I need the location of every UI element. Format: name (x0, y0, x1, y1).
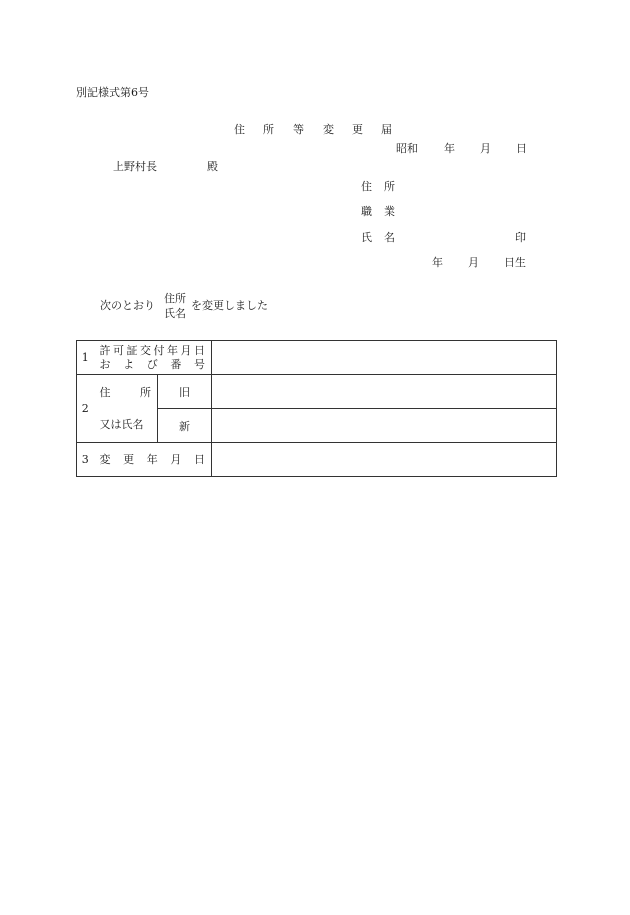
title-char: 更 (352, 123, 363, 136)
date-year: 年 (444, 142, 455, 155)
permit-date-line1: 許 可 証 交 付 年 月 日 (99, 343, 205, 357)
title-char: 届 (381, 123, 392, 136)
change-date-label: 変 更 年 月 日 (94, 443, 212, 477)
table-row (77, 341, 557, 375)
statement-prefix: 次のとおり (100, 299, 155, 312)
permit-date-line2: お よ び 番 号 (99, 357, 205, 371)
occupation-label-char: 業 (384, 205, 395, 218)
table-row (77, 443, 557, 477)
statement-option-address: 住所 (164, 292, 186, 305)
addressee-honorific: 殿 (207, 160, 218, 173)
table-row (77, 375, 557, 409)
seal-mark: 印 (515, 231, 526, 244)
birth-month: 月 (468, 256, 479, 269)
title-char: 住 (234, 123, 245, 136)
form-number: 別記様式第6号 (76, 86, 149, 99)
row-number: 3 (77, 443, 94, 477)
title-char: 所 (263, 123, 274, 136)
occupation-label-char: 職 (361, 205, 372, 218)
statement-option-name: 氏名 (164, 307, 186, 320)
title-char: 等 (293, 123, 304, 136)
address-label-char: 住 (361, 180, 372, 193)
statement-suffix: を変更しました (191, 299, 268, 312)
address-name-label-bottom: 又は氏名 (99, 417, 144, 431)
row-number: 2 (77, 375, 94, 443)
name-label-char: 名 (384, 231, 395, 244)
old-label: 旧 (158, 375, 212, 409)
birth-year: 年 (432, 256, 443, 269)
address-name-label (94, 375, 158, 443)
form-table (76, 340, 557, 477)
name-label-char: 氏 (361, 231, 372, 244)
old-value[interactable] (212, 375, 557, 409)
new-label: 新 (158, 409, 212, 443)
address-name-label-top: 住 所 (99, 385, 151, 399)
permit-date-value[interactable] (212, 341, 557, 375)
date-era: 昭和 (396, 142, 418, 155)
new-value[interactable] (212, 409, 557, 443)
birth-day: 日生 (504, 256, 526, 269)
change-date-value[interactable] (212, 443, 557, 477)
row-number: 1 (77, 341, 94, 375)
addressee-name: 上野村長 (113, 160, 157, 173)
title-char: 変 (323, 123, 334, 136)
address-label-char: 所 (384, 180, 395, 193)
date-day: 日 (516, 142, 527, 155)
date-month: 月 (480, 142, 491, 155)
permit-date-label (94, 341, 212, 375)
